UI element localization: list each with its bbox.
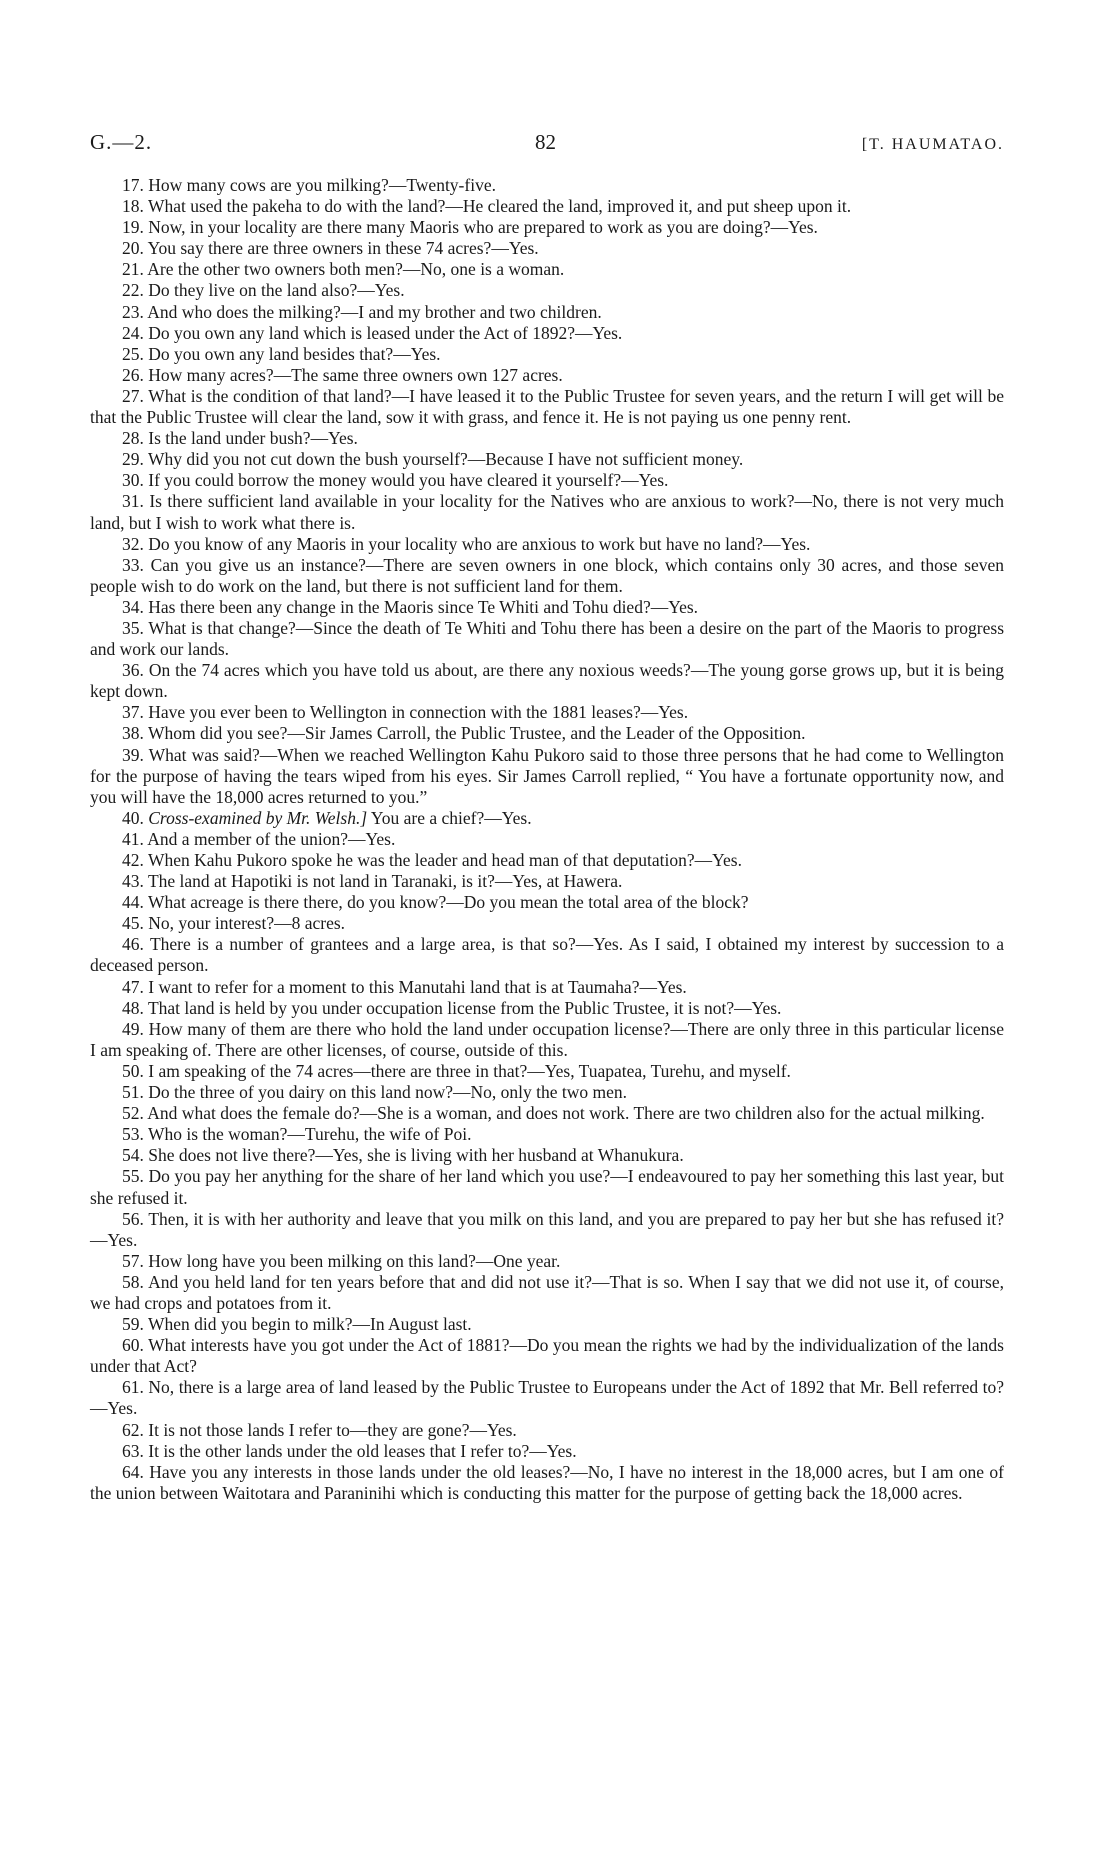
entry-number: 38. <box>122 723 144 744</box>
entry-text: Have you ever been to Wellington in connection with the 1881 leases?—Yes. <box>148 702 689 723</box>
entry-text: Why did you not cut down the bush yourself?—Because I have not sufficient money. <box>147 449 744 470</box>
entry-text: And a member of the union?—Yes. <box>147 828 396 849</box>
testimony-entry <box>90 1145 1004 1166</box>
entry-text: She does not live there?—Yes, she is living with her husband at Whanukura. <box>148 1145 684 1166</box>
entry-number: 23. <box>122 301 144 322</box>
entry-text: I want to refer for a moment to this Manutahi land that is at Taumaha?—Yes. <box>148 976 687 997</box>
testimony-entry <box>90 829 1004 850</box>
testimony-entry <box>90 1251 1004 1272</box>
entry-text: And what does the female do?—She is a woman, and does not work. There are two children also for the actual milking. <box>147 1103 985 1124</box>
document-page <box>90 130 1004 1504</box>
testimony-entry <box>90 259 1004 280</box>
entry-number: 64. <box>122 1461 144 1482</box>
entry-text: How many cows are you milking?—Twenty-five. <box>148 175 496 195</box>
entry-text: Whom did you see?—Sir James Carroll, the Public Trustee, and the Leader of the Opposition. <box>147 723 806 744</box>
entry-text: What is that change?—Since the death of Te Whiti and Tohu there has been a desire on the part of the Maoris to progress and work our lands. <box>90 617 1005 660</box>
testimony-entry <box>90 723 1004 744</box>
entry-number: 58. <box>122 1271 144 1292</box>
testimony-entry <box>90 660 1004 702</box>
entry-text: On the 74 acres which you have told us about, are there any noxious weeds?—The young gorse grows up, but it is being kept down. <box>90 660 1005 702</box>
entry-text: Is there sufficient land available in your locality for the Natives who are anxious to work?—No, there is not very much land, but I wish to work what there is. <box>90 491 1004 533</box>
page-number: 82 <box>535 130 556 154</box>
entry-number: 61. <box>122 1377 144 1398</box>
entry-text: Can you give us an instance?—There are seven owners in one block, which contains only 30 acres, and those seven people wish to do work on the land, but there is not sufficient land for them. <box>90 554 1004 596</box>
testimony-entry <box>90 470 1004 491</box>
entry-number: 39. <box>122 744 144 765</box>
entry-number: 35. <box>122 617 144 638</box>
entry-text: And who does the milking?—I and my brother and two children. <box>147 301 602 322</box>
entry-text: Do you own any land besides that?—Yes. <box>148 343 441 364</box>
testimony-entry <box>90 1209 1004 1251</box>
entry-text: If you could borrow the money would you have cleared it yourself?—Yes. <box>148 470 669 491</box>
entry-number: 53. <box>122 1124 144 1145</box>
testimony-entry <box>90 1019 1004 1061</box>
entry-number: 57. <box>122 1250 144 1271</box>
entry-text: Do you own any land which is leased under the Act of 1892?—Yes. <box>148 322 623 343</box>
entry-text: When Kahu Pukoro spoke he was the leader and head man of that deputation?—Yes. <box>147 850 742 870</box>
testimony-entry <box>90 1420 1004 1441</box>
entry-number: 42. <box>122 850 144 870</box>
entry-number: 28. <box>122 428 144 449</box>
entry-number: 60. <box>122 1335 144 1356</box>
entry-text: What used the pakeha to do with the land?—He cleared the land, improved it, and put sheep upon it. <box>147 196 852 217</box>
testimony-entry <box>90 1335 1004 1377</box>
entry-text: What is the condition of that land?—I have leased it to the Public Trustee for seven years, and the return I will get will be that the Public Trustee will clear the land, sow it with grass, and fence it. He is not paying us one penny rent. <box>90 385 1004 428</box>
entry-text: And you held land for ten years before that and did not use it?—That is so. When I say that we did not use it, of course, we had crops and potatoes from it. <box>90 1271 1004 1313</box>
entry-text: Do they live on the land also?—Yes. <box>148 280 405 301</box>
testimony-entry <box>90 1377 1004 1419</box>
entry-number: 21. <box>122 259 144 280</box>
testimony-entry <box>90 1462 1004 1504</box>
witness-name: [T. HAUMATAO. <box>861 136 1004 153</box>
entry-number: 54. <box>122 1145 144 1166</box>
testimony-entry <box>90 449 1004 470</box>
entry-number: 27. <box>122 385 144 406</box>
entry-text: Are the other two owners both men?—No, one is a woman. <box>147 259 565 280</box>
entry-text: How long have you been milking on this land?—One year. <box>148 1250 561 1271</box>
testimony-entry <box>90 913 1004 934</box>
testimony-entry <box>90 850 1004 871</box>
entry-number: 36. <box>122 660 144 681</box>
testimony-entry <box>90 1272 1004 1314</box>
entry-text: Has there been any change in the Maoris since Te Whiti and Tohu died?—Yes. <box>148 596 699 617</box>
testimony-entry <box>90 1314 1004 1335</box>
entry-number: 45. <box>122 913 144 934</box>
entry-text: Do you pay her anything for the share of her land which you use?—I endeavoured to pay her something this last year, but she refused it. <box>90 1166 1004 1208</box>
entry-number: 47. <box>122 976 144 997</box>
testimony-entry <box>90 280 1004 301</box>
entry-text: You are a chief?—Yes. <box>367 807 532 828</box>
entry-number: 29. <box>122 449 144 470</box>
entry-text: What interests have you got under the Act of 1881?—Do you mean the rights we had by the individualization of the lands under that Act? <box>90 1335 1004 1377</box>
entry-text: Do you know of any Maoris in your locality who are anxious to work but have no land?—Yes. <box>148 533 811 554</box>
entry-text: You say there are three owners in these 74 acres?—Yes. <box>147 238 539 259</box>
entry-number: 31. <box>122 491 144 512</box>
testimony-entry <box>90 175 1004 196</box>
document-reference: G.—2. <box>90 130 153 154</box>
entry-number: 24. <box>122 322 144 343</box>
entry-number: 19. <box>122 217 144 238</box>
testimony-entry <box>90 196 1004 217</box>
entry-number: 30. <box>122 470 144 491</box>
testimony-entry <box>90 302 1004 323</box>
testimony-entry <box>90 597 1004 618</box>
entry-number: 43. <box>122 871 144 892</box>
entry-number: 25. <box>122 343 144 364</box>
entry-text: How many acres?—The same three owners own 127 acres. <box>148 364 563 385</box>
testimony-entry <box>90 1124 1004 1145</box>
entry-number: 48. <box>122 997 144 1018</box>
entry-number: 37. <box>122 702 144 723</box>
entry-text: What was said?—When we reached Wellington Kahu Pukoro said to those three persons that he had come to Wellington for the purpose of having the tears wiped from his eyes. Sir James Carroll replied, “ You have a fortunate opportunity now, and you will have the 18,000 acres returned to you.” <box>90 744 1005 807</box>
testimony-entry <box>90 618 1004 660</box>
testimony-entry <box>90 1082 1004 1103</box>
entry-number: 40. <box>122 807 144 828</box>
entry-number: 46. <box>122 934 144 955</box>
entry-text: The land at Hapotiki is not land in Taranaki, is it?—Yes, at Hawera. <box>147 871 623 892</box>
entry-text: Have you any interests in those lands under the old leases?—No, I have no interest in the 18,000 acres, but I am one of the union between Waitotara and Paraninihi which is conducting this matter for the purpose of getting back the 18,000 acres. <box>90 1461 1005 1503</box>
testimony-entry <box>90 1441 1004 1462</box>
entry-text: It is the other lands under the old leases that I refer to?—Yes. <box>148 1440 577 1461</box>
testimony-entry <box>90 386 1004 428</box>
testimony-entry <box>90 808 1004 829</box>
entry-number: 62. <box>122 1419 144 1440</box>
testimony-entry <box>90 871 1004 892</box>
entry-text: I am speaking of the 74 acres—there are three in that?—Yes, Tuapatea, Turehu, and myself. <box>148 1060 791 1081</box>
testimony-entry <box>90 217 1004 238</box>
testimony-entry <box>90 428 1004 449</box>
entry-text: How many of them are there who hold the land under occupation license?—There are only three in this particular license I am speaking of. There are other licenses, of course, outside of this. <box>90 1018 1004 1060</box>
testimony-entry <box>90 934 1004 976</box>
entry-number: 51. <box>122 1082 144 1103</box>
entry-number: 34. <box>122 596 144 617</box>
testimony-entry <box>90 998 1004 1019</box>
entry-text: Do the three of you dairy on this land now?—No, only the two men. <box>148 1082 627 1103</box>
entry-text: That land is held by you under occupation license from the Public Trustee, it is not?—Yes. <box>147 997 782 1018</box>
entry-number: 50. <box>122 1060 144 1081</box>
entry-number: 26. <box>122 364 144 385</box>
entry-number: 56. <box>122 1208 144 1229</box>
entry-number: 41. <box>122 828 144 849</box>
page-header <box>90 130 1004 155</box>
testimony-entry <box>90 977 1004 998</box>
testimony-entry <box>90 238 1004 259</box>
entry-number: 55. <box>122 1166 144 1187</box>
entry-text: What acreage is there there, do you know?—Do you mean the total area of the block? <box>147 892 749 913</box>
testimony-entry <box>90 1166 1004 1208</box>
testimony-entry <box>90 1061 1004 1082</box>
entry-text: It is not those lands I refer to—they are gone?—Yes. <box>148 1419 517 1440</box>
entry-text: Then, it is with her authority and leave that you milk on this land, and you are prepared to pay her but she has refused it?—Yes. <box>90 1208 1004 1250</box>
testimony-entry <box>90 555 1004 597</box>
entry-number: 18. <box>122 196 144 217</box>
entry-text: Who is the woman?—Turehu, the wife of Poi. <box>147 1124 472 1145</box>
testimony-entry <box>90 1103 1004 1124</box>
entry-number: 33. <box>122 554 144 575</box>
testimony-entry <box>90 491 1004 533</box>
entry-number: 32. <box>122 533 144 554</box>
entry-number: 63. <box>122 1440 144 1461</box>
entry-text: No, your interest?—8 acres. <box>148 913 346 934</box>
entry-text: There is a number of grantees and a large area, is that so?—Yes. As I said, I obtained my interest by succession to a deceased person. <box>90 934 1005 976</box>
testimony-entry <box>90 892 1004 913</box>
entry-text: No, there is a large area of land leased by the Public Trustee to Europeans under the Act of 1892 that Mr. Bell referred to?—Yes. <box>90 1377 1004 1419</box>
testimony-entry <box>90 365 1004 386</box>
entry-text: When did you begin to milk?—In August last. <box>147 1314 472 1335</box>
cross-examination-note: Cross-examined by Mr. Welsh.] <box>148 807 368 828</box>
entry-number: 49. <box>122 1018 144 1039</box>
entry-number: 44. <box>122 892 144 913</box>
entry-text: Now, in your locality are there many Maoris who are prepared to work as you are doing?—Yes. <box>148 217 818 238</box>
testimony-entry <box>90 745 1004 808</box>
entry-number: 59. <box>122 1314 144 1335</box>
entry-number: 52. <box>122 1103 144 1124</box>
testimony-entry <box>90 344 1004 365</box>
entry-text: Is the land under bush?—Yes. <box>148 428 358 449</box>
testimony-entry <box>90 702 1004 723</box>
testimony-entry <box>90 534 1004 555</box>
entry-number: 20. <box>122 238 144 259</box>
entry-number: 17. <box>122 175 144 195</box>
testimony-body <box>90 175 1004 1504</box>
testimony-entry <box>90 323 1004 344</box>
entry-number: 22. <box>122 280 144 301</box>
